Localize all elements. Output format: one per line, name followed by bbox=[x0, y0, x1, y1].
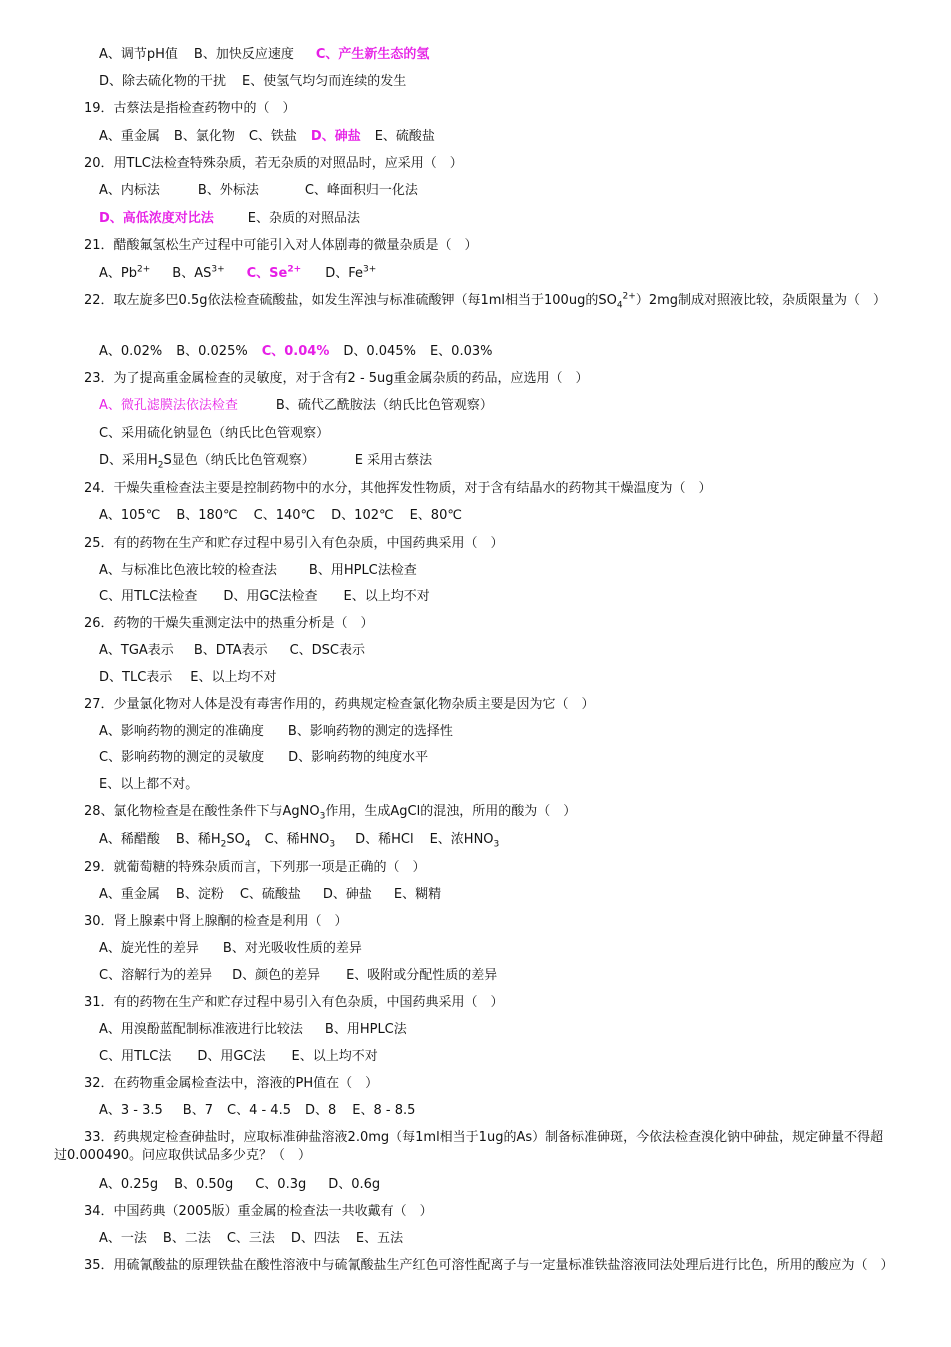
option-d: D、用GC法检查 bbox=[223, 589, 318, 604]
superscript: 2+ bbox=[287, 264, 302, 275]
option-b: SO bbox=[226, 832, 245, 847]
option-d: D、102℃ bbox=[331, 508, 394, 523]
option-e: E、硫酸盐 bbox=[374, 129, 435, 144]
option-b: B、对光吸收性质的差异 bbox=[222, 941, 362, 956]
option-e: E、80℃ bbox=[409, 508, 462, 523]
answer-option: D、砷盐 bbox=[310, 129, 361, 144]
option-line bbox=[99, 46, 429, 64]
question-28 bbox=[84, 803, 576, 821]
option-c: C、影响药物的测定的灵敏度 bbox=[99, 750, 265, 765]
option-line bbox=[99, 210, 360, 228]
option-line bbox=[99, 343, 492, 361]
option-line bbox=[99, 669, 277, 687]
option-d: D、砷盐 bbox=[322, 887, 372, 902]
option-a: A、TGA表示 bbox=[99, 643, 174, 658]
option-d: D、0.045% bbox=[343, 344, 416, 359]
subscript: 2 bbox=[157, 460, 164, 471]
option-a: A、重金属 bbox=[99, 887, 160, 902]
option-line bbox=[99, 1048, 378, 1066]
question-22 bbox=[54, 292, 894, 310]
question-24: 24．干燥失重检查法主要是控制药物中的水分，其他挥发性物质，对于含有结晶水的药物其干燥温度为（ ） bbox=[84, 481, 712, 496]
question-34: 34．中国药典（2005版）重金属的检查法一共收戴有（ ） bbox=[84, 1204, 433, 1219]
subscript: 4 bbox=[244, 839, 251, 850]
option-e: E、五法 bbox=[355, 1231, 404, 1246]
option-line bbox=[99, 73, 406, 91]
option-line bbox=[99, 723, 453, 741]
question-29: 29．就葡萄糖的特殊杂质而言，下列那一项是正确的（ ） bbox=[84, 860, 426, 875]
subscript: 3 bbox=[493, 839, 500, 850]
option-line bbox=[99, 588, 430, 606]
option-a: A、重金属 bbox=[99, 129, 160, 144]
option-d: D、颜色的差异 bbox=[232, 968, 321, 983]
option-a: A、内标法 bbox=[99, 183, 160, 198]
question-32: 32．在药物重金属检查法中，溶液的PH值在（ ） bbox=[84, 1076, 379, 1091]
answer-option: C、Se bbox=[246, 266, 288, 281]
option-c: C、用TLC法 bbox=[99, 1049, 172, 1064]
option-line bbox=[99, 562, 417, 580]
option-line bbox=[99, 1230, 403, 1248]
option-a: A、旋光性的差异 bbox=[99, 941, 199, 956]
question-26: 26．药物的干燥失重测定法中的热重分析是（ ） bbox=[84, 616, 374, 631]
option-a: A、与标准比色液比较的检查法 bbox=[99, 563, 277, 578]
option-c: C、三法 bbox=[226, 1231, 275, 1246]
question-text: 22．取左旋多巴0.5g依法检查硫酸盐，如发生浑浊与标准硫酸钾（每1ml相当于100ug的SO bbox=[84, 293, 617, 308]
option-e: E、以上均不对 bbox=[291, 1049, 378, 1064]
option-d: D、除去硫化物的干扰 bbox=[99, 74, 227, 89]
answer-option: D、高低浓度对比法 bbox=[99, 211, 214, 226]
option-b: B、用HPLC法检查 bbox=[308, 563, 417, 578]
option-b: B、7 bbox=[182, 1103, 213, 1118]
option-b: B、稀H bbox=[175, 832, 221, 847]
option-line bbox=[99, 507, 462, 525]
superscript: 3+ bbox=[211, 264, 225, 275]
option-a: A、影响药物的测定的准确度 bbox=[99, 724, 264, 739]
option-d: D、8 bbox=[304, 1103, 337, 1118]
subscript: 3 bbox=[319, 811, 326, 822]
option-line: E、以上都不对。 bbox=[99, 777, 199, 792]
superscript: 2+ bbox=[622, 291, 636, 302]
option-line bbox=[99, 886, 441, 904]
option-c: C、140℃ bbox=[253, 508, 316, 523]
option-d: D、用GC法 bbox=[197, 1049, 266, 1064]
option-e: E、杂质的对照品法 bbox=[247, 211, 361, 226]
question-text: ）2mg制成对照液比较，杂质限量为（ ） bbox=[635, 293, 887, 308]
option-c: C、0.3g bbox=[255, 1177, 307, 1192]
option-b: B、加快反应速度 bbox=[193, 47, 294, 62]
question-33: 33．药典规定检查砷盐时，应取标准砷盐溶液2.0mg（每1ml相当于1ug的As）制备标准砷斑，今依法检查溴化钠中砷盐，规定砷量不得超过0.000490。问应取供试品多少克？（ ） bbox=[54, 1130, 884, 1163]
question-19: 19．古蔡法是指检查药物中的（ ） bbox=[84, 101, 296, 116]
option-e: E、使氢气均匀而连续的发生 bbox=[242, 74, 407, 89]
option-a: A、Pb bbox=[99, 266, 137, 281]
option-c: C、用TLC法检查 bbox=[99, 589, 198, 604]
superscript: 2+ bbox=[137, 264, 151, 275]
option-line bbox=[99, 397, 493, 415]
superscript: 3+ bbox=[362, 264, 377, 275]
option-b: B、0.025% bbox=[176, 344, 248, 359]
option-b: B、用HPLC法 bbox=[324, 1022, 407, 1037]
option-line bbox=[99, 831, 499, 849]
option-e: E、吸附或分配性质的差异 bbox=[346, 968, 498, 983]
option-c: C、铁盐 bbox=[248, 129, 297, 144]
option-e: E、以上均不对 bbox=[343, 589, 430, 604]
question-25: 25．有的药物在生产和贮存过程中易引入有色杂质，中国药典采用（ ） bbox=[84, 536, 504, 551]
option-c: C、4 - 4.5 bbox=[227, 1103, 291, 1118]
option-b: B、180℃ bbox=[176, 508, 238, 523]
answer-option: A、微孔滤膜法依法检查 bbox=[99, 398, 238, 413]
option-e: E、0.03% bbox=[429, 344, 493, 359]
option-d: D、稀HCl bbox=[355, 832, 414, 847]
question-20: 20．用TLC法检查特殊杂质，若无杂质的对照品时，应采用（ ） bbox=[84, 156, 463, 171]
option-line: C、采用硫化钠显色（纳氏比色管观察） bbox=[99, 426, 330, 441]
option-c: C、溶解行为的差异 bbox=[99, 968, 213, 983]
subscript: 4 bbox=[616, 300, 623, 311]
option-e: E 采用古蔡法 bbox=[354, 453, 433, 468]
option-e: E、8 - 8.5 bbox=[352, 1103, 416, 1118]
option-c: C、DSC表示 bbox=[289, 643, 365, 658]
option-a: A、3 - 3.5 bbox=[99, 1103, 163, 1118]
option-d: S显色（纳氏比色管观察） bbox=[163, 453, 315, 468]
option-d: D、0.6g bbox=[328, 1177, 381, 1192]
option-b: B、二法 bbox=[162, 1231, 211, 1246]
question-30: 30．肾上腺素中肾上腺酮的检查是利用（ ） bbox=[84, 914, 348, 929]
option-a: A、105℃ bbox=[99, 508, 161, 523]
option-line bbox=[99, 749, 428, 767]
option-line bbox=[99, 642, 365, 660]
subscript: 2 bbox=[220, 839, 227, 850]
option-e: E、以上均不对 bbox=[190, 670, 277, 685]
question-31: 31．有的药物在生产和贮存过程中易引入有色杂质，中国药典采用（ ） bbox=[84, 995, 504, 1010]
option-line bbox=[99, 1176, 380, 1194]
option-a: A、0.02% bbox=[99, 344, 163, 359]
question-text: 28、氯化物检查是在酸性条件下与AgNO bbox=[84, 804, 320, 819]
option-b: B、氯化物 bbox=[173, 129, 235, 144]
option-e: E、糊精 bbox=[393, 887, 442, 902]
question-35: 35．用硫氰酸盐的原理铁盐在酸性溶液中与硫氰酸盐生产红色可溶性配离子与一定量标准铁盐溶液同法处理后进行比色，所用的酸应为（ ） bbox=[84, 1258, 894, 1273]
question-text: 作用，生成AgCl的混浊，所用的酸为（ ） bbox=[325, 804, 577, 819]
option-d: D、采用H bbox=[99, 453, 158, 468]
option-c: C、峰面积归一化法 bbox=[304, 183, 418, 198]
option-d: D、四法 bbox=[290, 1231, 340, 1246]
option-b: B、淀粉 bbox=[175, 887, 224, 902]
option-a: A、调节pH值 bbox=[99, 47, 178, 62]
option-line bbox=[99, 940, 362, 958]
option-a: A、一法 bbox=[99, 1231, 147, 1246]
option-b: B、AS bbox=[172, 266, 212, 281]
option-a: A、稀醋酸 bbox=[99, 832, 160, 847]
question-27: 27．少量氯化物对人体是没有毒害作用的，药典规定检查氯化物杂质主要是因为它（ ） bbox=[84, 697, 595, 712]
answer-option: C、0.04% bbox=[261, 344, 330, 359]
option-c: C、硫酸盐 bbox=[239, 887, 301, 902]
option-d: D、TLC表示 bbox=[99, 670, 173, 685]
option-line bbox=[99, 1102, 415, 1120]
option-b: B、影响药物的测定的选择性 bbox=[287, 724, 453, 739]
option-a: A、用溴酚蓝配制标准液进行比较法 bbox=[99, 1022, 303, 1037]
option-b: B、外标法 bbox=[197, 183, 259, 198]
question-23: 23．为了提高重金属检查的灵敏度，对于含有2 - 5ug重金属杂质的药品，应选用（ ） bbox=[84, 371, 589, 386]
option-line bbox=[99, 182, 418, 200]
answer-option: C、产生新生态的氢 bbox=[315, 47, 430, 62]
option-line bbox=[99, 452, 432, 470]
option-line bbox=[99, 967, 497, 985]
option-line bbox=[99, 1021, 407, 1039]
option-line bbox=[99, 128, 435, 146]
option-b: B、DTA表示 bbox=[193, 643, 268, 658]
option-b: B、硫代乙酰胺法（纳氏比色管观察） bbox=[275, 398, 493, 413]
question-21: 21．醋酸氟氢松生产过程中可能引入对人体剧毒的微量杂质是（ ） bbox=[84, 238, 478, 253]
option-line bbox=[99, 265, 376, 283]
option-b: B、0.50g bbox=[174, 1177, 234, 1192]
option-e: E、浓HNO bbox=[429, 832, 494, 847]
option-c: C、稀HNO bbox=[264, 832, 330, 847]
option-a: A、0.25g bbox=[99, 1177, 159, 1192]
option-d: D、Fe bbox=[325, 266, 363, 281]
option-d: D、影响药物的纯度水平 bbox=[288, 750, 429, 765]
subscript: 3 bbox=[329, 839, 336, 850]
